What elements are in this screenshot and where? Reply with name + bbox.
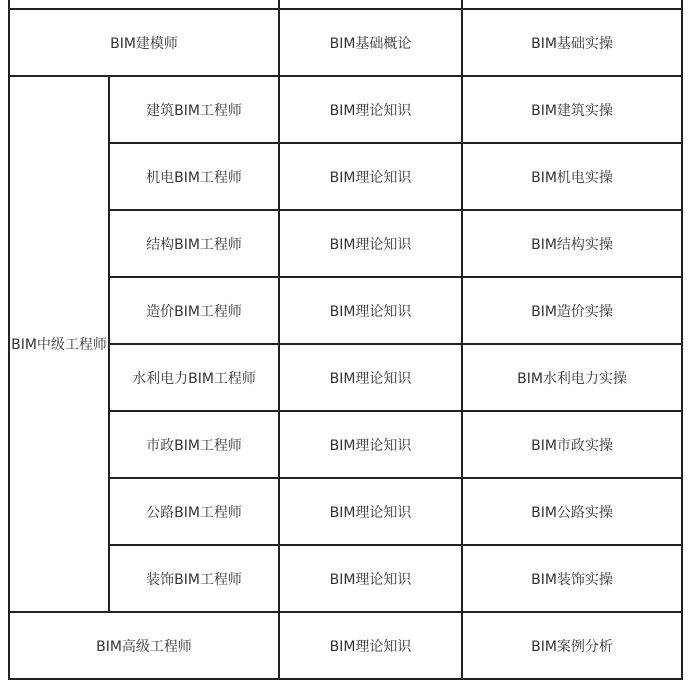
table-row-senior xyxy=(9,612,682,679)
table-cell-position: 公路BIM工程师 xyxy=(109,478,279,545)
table-cell-position: 建筑BIM工程师 xyxy=(109,76,279,143)
table-cell-position: 市政BIM工程师 xyxy=(109,411,279,478)
table-cell-theory: BIM理论知识 xyxy=(279,76,462,143)
table-cell-practice: BIM基础实操 xyxy=(462,9,682,76)
table-cell-position: 机电BIM工程师 xyxy=(109,143,279,210)
certification-table xyxy=(8,0,683,680)
table-row xyxy=(9,277,682,344)
table-cell-theory: BIM理论知识 xyxy=(279,344,462,411)
table-row xyxy=(9,210,682,277)
table-cell-position: 造价BIM工程师 xyxy=(109,277,279,344)
table-cell-practice: BIM结构实操 xyxy=(462,210,682,277)
table-cell-level-group: BIM中级工程师 xyxy=(9,76,109,612)
table-cell-theory: BIM理论知识 xyxy=(279,411,462,478)
table-cell-theory: BIM基础概论 xyxy=(279,9,462,76)
table-cell-theory: BIM理论知识 xyxy=(279,277,462,344)
table-cell-theory: BIM理论知识 xyxy=(279,612,462,679)
table-cell-position: 结构BIM工程师 xyxy=(109,210,279,277)
table-cell-theory: BIM理论知识 xyxy=(279,210,462,277)
table-cell-theory: BIM理论知识 xyxy=(279,478,462,545)
table-row-modeler xyxy=(9,9,682,76)
table-row xyxy=(9,143,682,210)
table-cell-position: 装饰BIM工程师 xyxy=(109,545,279,612)
table-row xyxy=(9,545,682,612)
table-cell-practice: BIM机电实操 xyxy=(462,143,682,210)
table-cell-theory xyxy=(279,0,462,9)
table-cell-theory: BIM理论知识 xyxy=(279,143,462,210)
table-cell-practice: BIM装饰实操 xyxy=(462,545,682,612)
table-row xyxy=(9,478,682,545)
table-cell-level: BIM高级工程师 xyxy=(9,612,279,679)
table-cell-position: 水利电力BIM工程师 xyxy=(109,344,279,411)
table-cell-practice: BIM案例分析 xyxy=(462,612,682,679)
table-cell-practice: BIM建筑实操 xyxy=(462,76,682,143)
table-cell-level xyxy=(9,0,279,9)
table-cell-level: BIM建模师 xyxy=(9,9,279,76)
table-cell-practice xyxy=(462,0,682,9)
table-cell-practice: BIM市政实操 xyxy=(462,411,682,478)
table-row xyxy=(9,411,682,478)
table-cell-practice: BIM水利电力实操 xyxy=(462,344,682,411)
table-row xyxy=(9,344,682,411)
table-row-partial xyxy=(9,0,682,9)
table-cell-practice: BIM公路实操 xyxy=(462,478,682,545)
table-cell-practice: BIM造价实操 xyxy=(462,277,682,344)
table-cell-theory: BIM理论知识 xyxy=(279,545,462,612)
table-row xyxy=(9,76,682,143)
